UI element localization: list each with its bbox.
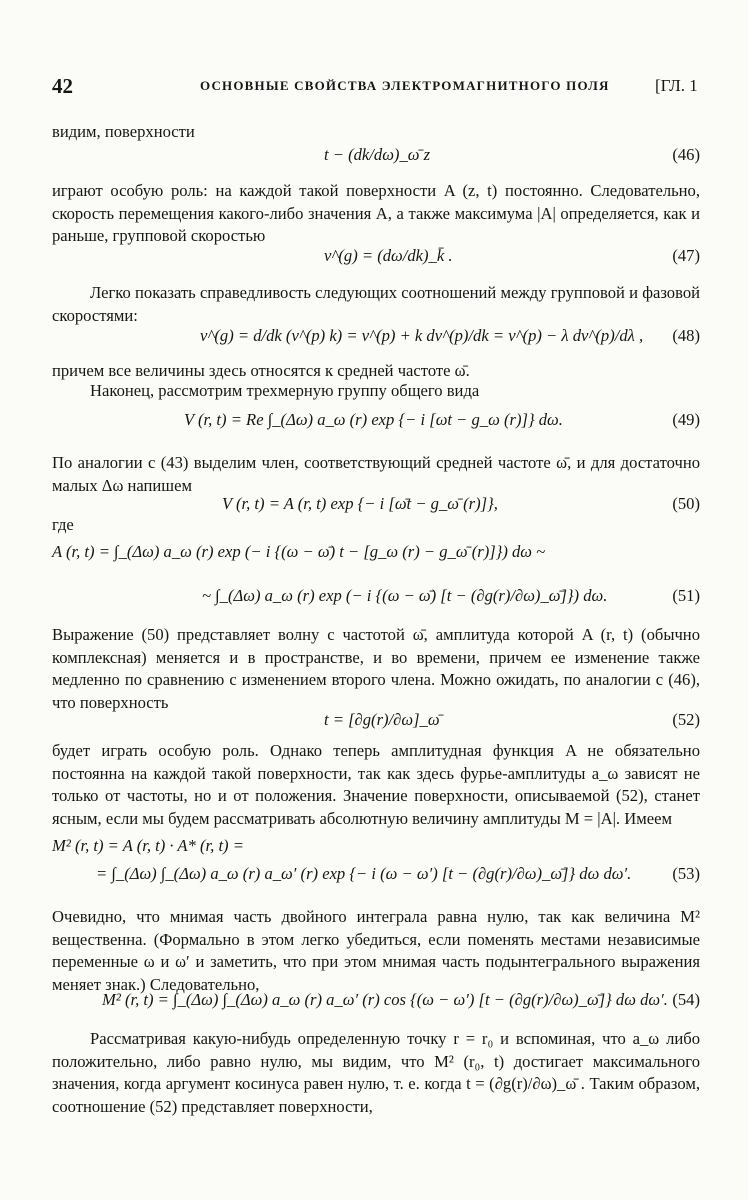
equation-formula: v^(g) = d/dk (v^(p) k) = v^(p) + k dv^(p)/dk = v^(p) − λ dv^(p)/dλ ,	[200, 326, 644, 345]
equation-number: (50)	[672, 494, 700, 513]
equation-47	[52, 246, 700, 276]
equation-formula: M² (r, t) = ∫_(Δω) ∫_(Δω) a_ω (r) a_ω′ (r) cos {(ω − ω′) [t − (∂g(r)/∂ω)_ω̄]} dω dω′.	[102, 990, 668, 1009]
paragraph: видим, поверхности	[52, 122, 195, 141]
equation-formula: v^(g) = (dω/dk)_k̄ .	[324, 246, 453, 265]
equation-52	[52, 710, 700, 740]
equation-51-line2	[52, 586, 700, 616]
equation-formula: V (r, t) = A (r, t) exp {− i [ω̄t − g_ω̄ (r)]},	[222, 494, 498, 513]
equation-number: (46)	[672, 145, 700, 164]
equation-53-line2	[52, 864, 700, 894]
running-header	[0, 74, 748, 98]
equation-formula: t = [∂g(r)/∂ω]_ω̄	[324, 710, 440, 729]
equation-number: (52)	[672, 710, 700, 729]
page-number: 42	[52, 74, 73, 98]
equation-formula: t − (dk/dω)_ω̄ z	[324, 145, 431, 164]
paragraph: Рассматривая какую-нибудь определенную точку r = r₀ и вспоминая, что a_ω либо положительно, либо равно нулю, мы видим, что M² (r₀, t) достигает максимального значения, когда аргумент косинуса равен нулю, т. е. когда t = (∂g(r)/∂ω)_ω̄ . Таким образом, соотношение (52) представляет поверхности,	[52, 1029, 700, 1116]
equation-formula: A (r, t) = ∫_(Δω) a_ω (r) exp (− i {(ω − ω̄) t − [g_ω (r) − g_ω̄ (r)]}) dω ~	[52, 542, 546, 561]
equation-48	[52, 326, 700, 356]
equation-number: (51)	[672, 586, 700, 605]
equation-51-line1	[52, 542, 700, 572]
paragraph: Легко показать справедливость следующих соотношений между групповой и фазовой скоростями:	[52, 283, 700, 325]
equation-number: (49)	[672, 410, 700, 429]
equation-number: (47)	[672, 246, 700, 265]
paragraph: играют особую роль: на каждой такой поверхности A (z, t) постоянно. Следовательно, скорость перемещения какого-либо значения A, а также максимума |A| определяется, как и раньше, групповой скоростью	[52, 181, 700, 245]
paragraph: Выражение (50) представляет волну с частотой ω̄, амплитуда которой A (r, t) (обычно комплексная) меняется и в пространстве, и во времени, причем ее изменение также медленно по сравнению с изменением второго члена. Можно ожидать, по аналогии с (46), что поверхность	[52, 625, 700, 712]
equation-54	[52, 990, 700, 1020]
equation-number: (54)	[672, 990, 700, 1009]
running-title: ОСНОВНЫЕ СВОЙСТВА ЭЛЕКТРОМАГНИТНОГО ПОЛЯ	[200, 78, 610, 93]
equation-number: (53)	[672, 864, 700, 883]
equation-formula: = ∫_(Δω) ∫_(Δω) a_ω (r) a_ω′ (r) exp {− i (ω − ω′) [t − (∂g(r)/∂ω)_ω̄]} dω dω′.	[96, 864, 632, 883]
paragraph: причем все величины здесь относятся к средней частоте ω̄.	[52, 361, 470, 380]
equation-49	[52, 410, 700, 440]
paragraph: По аналогии с (43) выделим член, соответствующий средней частоте ω̄, и для достаточно малых Δω напишем	[52, 453, 700, 495]
chapter-label: [ГЛ. 1	[655, 76, 698, 95]
paragraph: Очевидно, что мнимая часть двойного интеграла равна нулю, так как величина M² вещественна. (Формально в этом легко убедиться, если поменять местами независимые переменные ω и ω′ и заметить, что при этом мнимая часть подынтегрального выражения меняет знак.) Следовательно,	[52, 907, 700, 994]
equation-formula: V (r, t) = Re ∫_(Δω) a_ω (r) exp {− i [ωt − g_ω (r)]} dω.	[184, 410, 563, 429]
equation-number: (48)	[672, 326, 700, 345]
equation-53-line1	[52, 836, 700, 866]
equation-formula: ~ ∫_(Δω) a_ω (r) exp (− i {(ω − ω̄) [t − (∂g(r)/∂ω)_ω̄]}) dω.	[202, 586, 608, 605]
equation-formula: M² (r, t) = A (r, t) · A* (r, t) =	[52, 836, 244, 855]
equation-46	[52, 145, 700, 175]
paragraph: будет играть особую роль. Однако теперь амплитудная функция A не обязательно постоянна на каждой такой поверхности, так как здесь фурье-амплитуды a_ω зависят не только от частоты, но и от положения. Значение поверхности, описываемой (52), станет ясным, если мы будем рассматривать абсолютную величину амплитуды M = |A|. Имеем	[52, 741, 700, 828]
paragraph: где	[52, 515, 74, 534]
paragraph: Наконец, рассмотрим трехмерную группу общего вида	[90, 381, 480, 400]
